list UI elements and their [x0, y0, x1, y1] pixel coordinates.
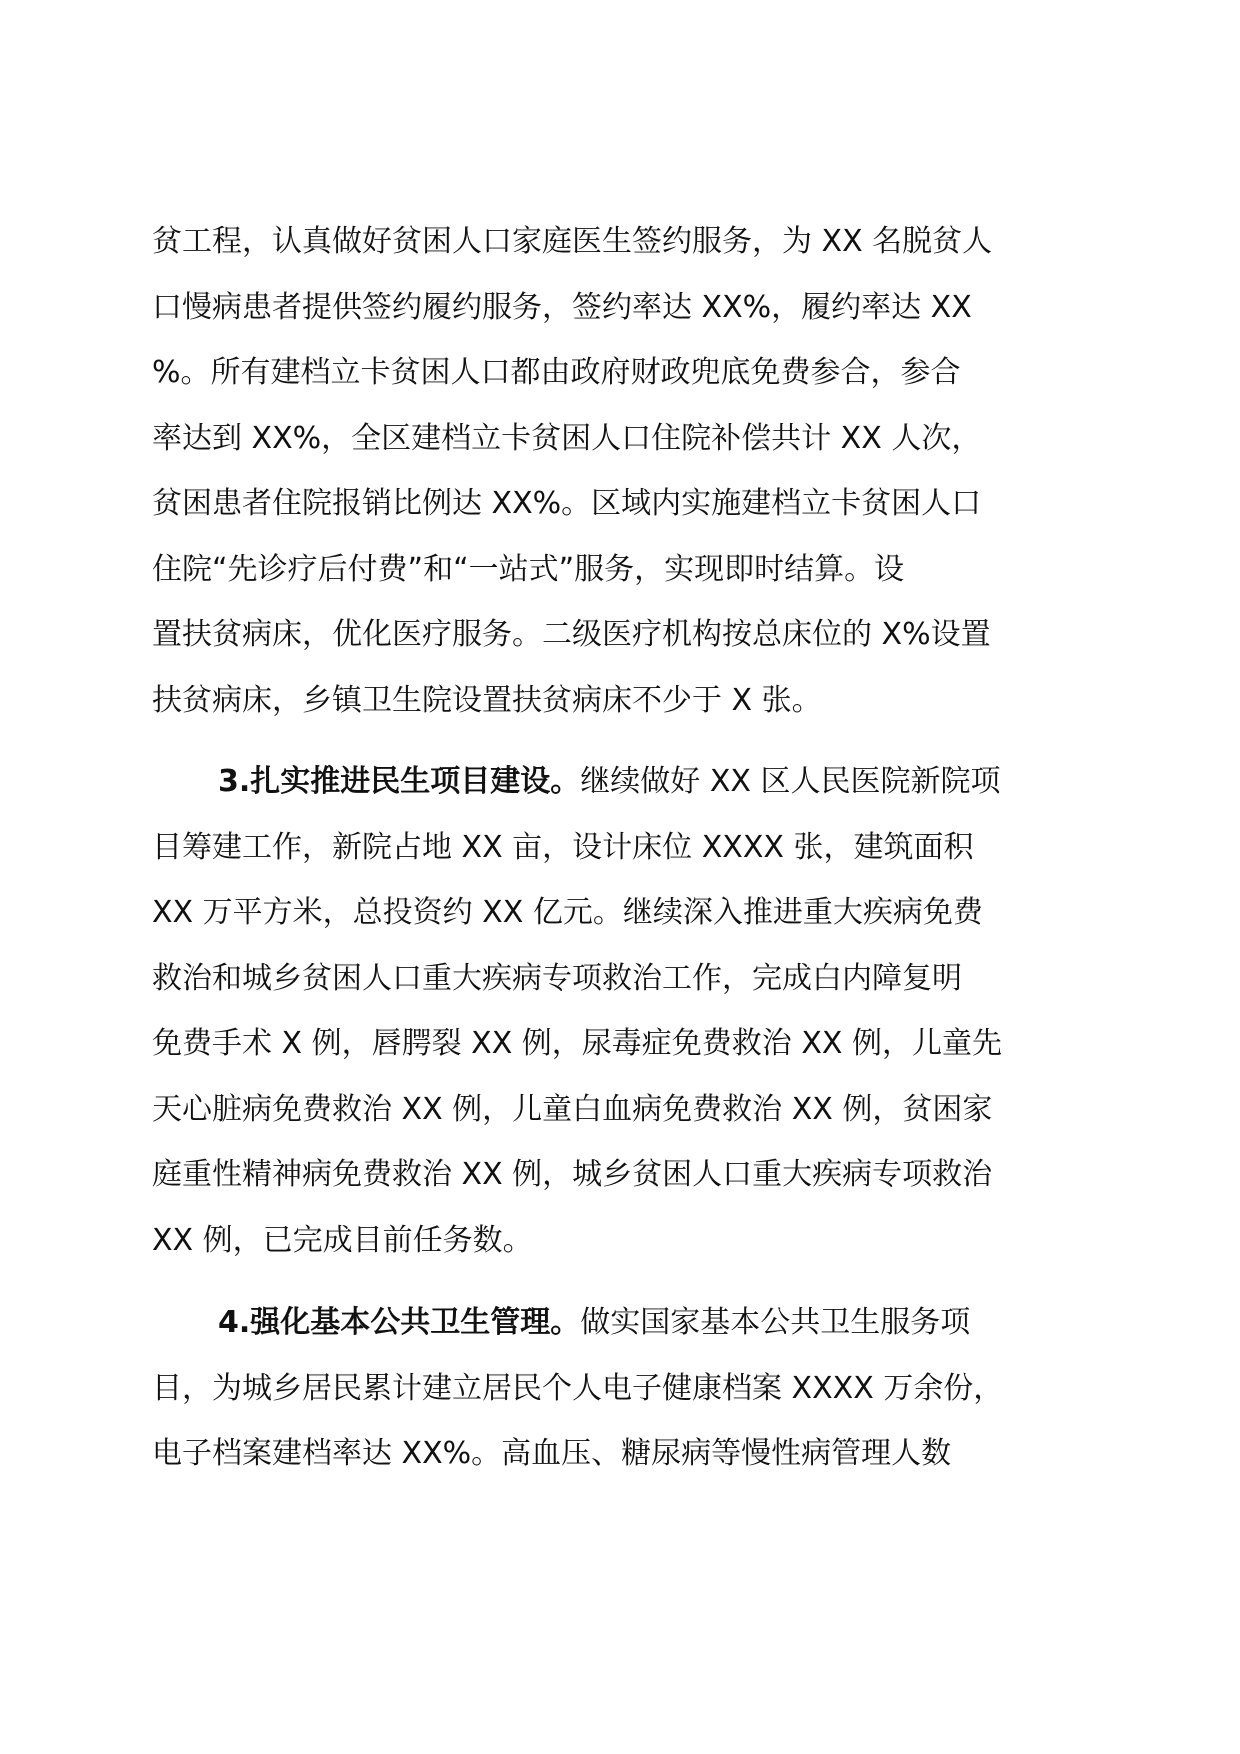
- text-line: 率达到 XX%，全区建档立卡贫困人口住院补偿共计 XX 人次，: [152, 420, 982, 456]
- text-line: 救治和城乡贫困人口重大疾病专项救治工作，完成白内障复明: [152, 960, 962, 996]
- text-line: 目，为城乡居民累计建立居民个人电子健康档案 XXXX 万余份，: [152, 1370, 1004, 1406]
- text-run: 做实国家基本公共卫生服务项: [580, 1305, 971, 1340]
- text-line: 庭重性精神病免费救治 XX 例，城乡贫困人口重大疾病专项救治: [152, 1157, 993, 1192]
- section-heading: 4.强化基本公共卫生管理。: [218, 1305, 581, 1340]
- text-line: 口慢病患者提供签约履约服务，签约率达 XX%，履约率达 XX: [152, 289, 972, 325]
- paragraph-public-health: [152, 1290, 1092, 1487]
- text-line: 免费手术 X 例，唇腭裂 XX 例，尿毒症免费救治 XX 例，儿童先: [152, 1026, 1002, 1061]
- text-line: [152, 1290, 1092, 1356]
- text-line: 天心脏病免费救治 XX 例，儿童白血病免费救治 XX 例，贫困家: [152, 1091, 993, 1127]
- text-line: 住院“先诊疗后付费”和“一站式”服务，实现即时结算。设: [152, 551, 905, 587]
- text-line: 置扶贫病床，优化医疗服务。二级医疗机构按总床位的 X%设置: [152, 617, 991, 652]
- text-line: 电子档案建档率达 XX%。高血压、糖尿病等慢性病管理人数: [152, 1436, 952, 1471]
- text-run: 继续做好 XX 区人民医院新院项: [580, 764, 1001, 799]
- text-line: XX 万平方米，总投资约 XX 亿元。继续深入推进重大疾病免费: [152, 895, 983, 930]
- text-line: [152, 749, 1092, 815]
- text-line: 贫困患者住院报销比例达 XX%。区域内实施建档立卡贫困人口: [152, 486, 982, 521]
- text-line: XX 例，已完成目前任务数。: [152, 1222, 533, 1258]
- text-line: 贫工程，认真做好贫困人口家庭医生签约服务，为 XX 名脱贫人: [152, 224, 993, 259]
- text-line: %。所有建档立卡贫困人口都由政府财政兜底免费参合，参合: [152, 355, 961, 390]
- text-line: 目筹建工作，新院占地 XX 亩，设计床位 XXXX 张，建筑面积: [152, 829, 974, 865]
- text-line: 扶贫病床，乡镇卫生院设置扶贫病床不少于 X 张。: [152, 682, 822, 718]
- section-heading: 3.扎实推进民生项目建设。: [218, 764, 581, 799]
- paragraph-livelihood-projects: [152, 749, 1092, 1273]
- paragraph-poverty-health: [152, 209, 1092, 733]
